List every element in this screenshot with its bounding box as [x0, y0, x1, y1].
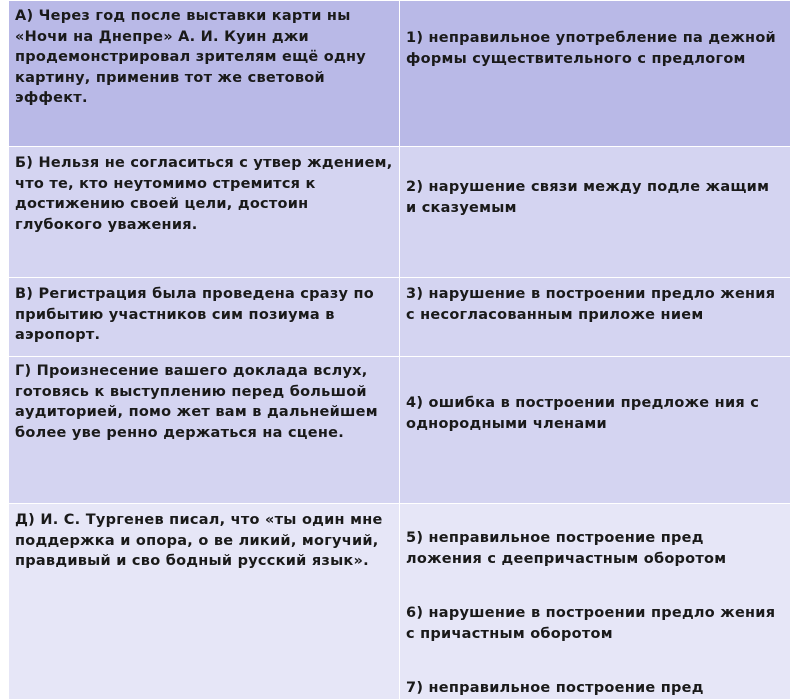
error-cell-3 [400, 278, 791, 357]
table-row-b [9, 147, 791, 278]
error-6-text: 6) нарушение в построении предло жения с причастным оборотом [406, 605, 776, 642]
table-row-g [9, 357, 791, 504]
sentence-d-text: Д) И. С. Тургенев писал, что «ты один мне поддержка и опора, о ве ликий, могучий, правдивый и сво бодный русский язык». [15, 512, 383, 569]
matching-table [8, 0, 791, 700]
error-cell-1 [400, 1, 791, 147]
sentence-b-text: Б) Нельзя не согласиться с утвер ждением, что те, кто неутомимо стремится к достижению своей цели, достоин глубокого уважения. [15, 155, 393, 233]
table-row-a [9, 1, 791, 147]
error-1-text: 1) неправильное употребление па дежной формы существительного с предлогом [406, 30, 776, 67]
error-cell-2 [400, 147, 791, 278]
sentence-cell-d [9, 504, 400, 700]
sentence-cell-g [9, 357, 400, 504]
error-cell-list [400, 504, 791, 700]
sentence-cell-a [9, 1, 400, 147]
sentence-cell-v [9, 278, 400, 357]
error-7-text: 7) неправильное построение пред [406, 680, 704, 696]
sentence-cell-b [9, 147, 400, 278]
table-row-v [9, 278, 791, 357]
error-4-text: 4) ошибка в построении предложе ния с однородными членами [406, 395, 760, 432]
sentence-a-text: А) Через год после выставки карти ны «Ночи на Днепре» А. И. Куин джи продемонстрировал зрителям ещё одну картину, применив тот же световой эффект. [15, 8, 366, 106]
error-5-text: 5) неправильное построение пред ложения с деепричастным оборотом [406, 530, 727, 567]
error-3-text: 3) нарушение в построении предло жения с несогласованным приложе нием [406, 286, 776, 323]
sentence-g-text: Г) Произнесение вашего доклада вслух, готовясь к выступлению перед большой аудиторией, помо жет вам в дальнейшем более уве ренно держаться на сцене. [15, 363, 378, 441]
table-row-d [9, 504, 791, 700]
error-cell-4 [400, 357, 791, 504]
error-2-text: 2) нарушение связи между подле жащим и сказуемым [406, 179, 770, 216]
sentence-v-text: В) Регистрация была проведена сразу по прибытию участников сим позиума в аэропорт. [15, 286, 374, 343]
